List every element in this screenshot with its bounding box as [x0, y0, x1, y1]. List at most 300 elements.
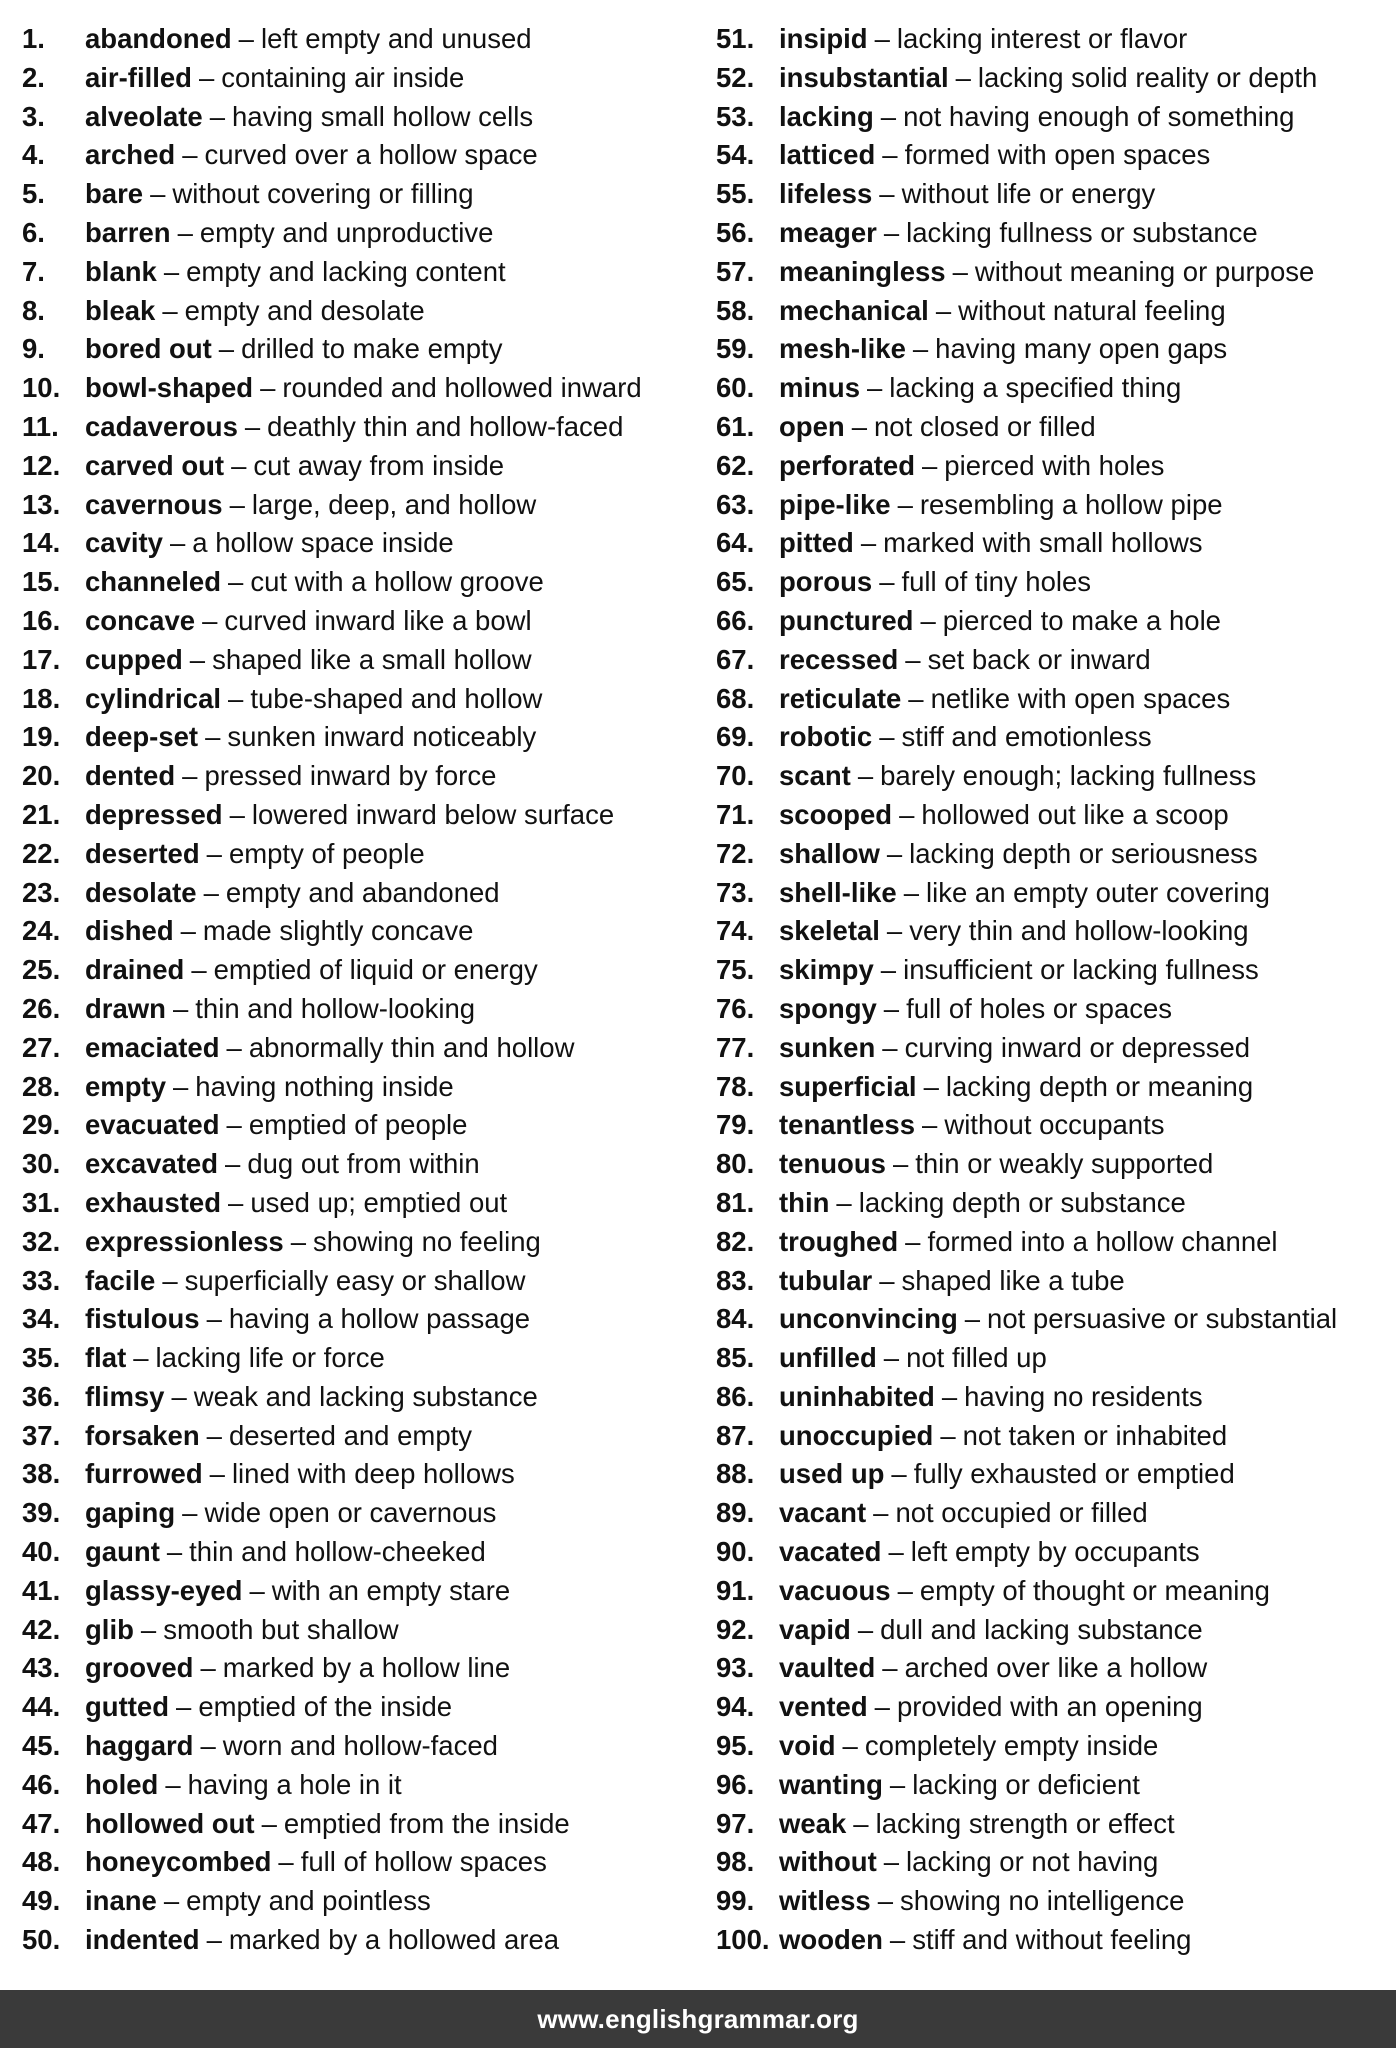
list-item [716, 214, 1396, 253]
item-definition: marked by a hollowed area [228, 1924, 560, 1956]
item-separator: – [200, 1730, 216, 1762]
item-word: used up [779, 1458, 885, 1490]
item-number: 62. [716, 449, 755, 481]
list-item [22, 1494, 712, 1533]
list-item [22, 175, 712, 214]
item-word: emaciated [85, 1031, 220, 1063]
list-item [716, 1223, 1396, 1262]
item-separator: – [229, 488, 245, 520]
item-number: 86. [716, 1380, 755, 1412]
item-separator: – [176, 1691, 192, 1723]
item-definition: lacking depth or substance [858, 1186, 1186, 1218]
item-definition: dug out from within [247, 1148, 480, 1180]
item-word: insubstantial [779, 61, 949, 93]
item-definition: a hollow space inside [192, 527, 454, 559]
item-number: 75. [716, 954, 755, 986]
item-separator: – [177, 216, 193, 248]
item-definition: not having enough of something [903, 100, 1295, 132]
item-separator: – [922, 1109, 938, 1141]
item-separator: – [290, 1225, 307, 1257]
item-number: 6. [22, 216, 45, 248]
item-number: 74. [716, 915, 755, 947]
item-number: 92. [716, 1613, 755, 1645]
item-number: 8. [22, 294, 45, 326]
item-definition: emptied of the inside [198, 1691, 453, 1723]
list-item [22, 1572, 712, 1611]
item-definition: stiff and emotionless [901, 721, 1152, 753]
item-definition: worn and hollow-faced [222, 1730, 498, 1762]
item-definition: showing no intelligence [900, 1885, 1185, 1917]
item-number: 21. [22, 798, 61, 830]
item-number: 49. [22, 1885, 61, 1917]
item-separator: – [882, 1031, 898, 1063]
list-item [22, 214, 712, 253]
list-item [716, 1611, 1396, 1650]
item-definition: rounded and hollowed inward [282, 372, 642, 404]
item-separator: – [206, 1419, 222, 1451]
item-definition: without natural feeling [958, 294, 1226, 326]
list-item [22, 1068, 712, 1107]
item-separator: – [877, 1885, 894, 1917]
item-word: blank [85, 255, 157, 287]
item-separator: – [874, 1691, 890, 1723]
item-separator: – [866, 372, 883, 404]
list-item [716, 408, 1396, 447]
list-item [716, 253, 1396, 292]
item-word: expressionless [85, 1225, 284, 1257]
item-definition: barely enough; lacking fullness [880, 760, 1257, 792]
list-item [716, 835, 1396, 874]
item-word: pipe-like [779, 488, 891, 520]
item-number: 96. [716, 1768, 755, 1800]
item-separator: – [228, 566, 244, 598]
item-definition: having a hole in it [187, 1768, 402, 1800]
list-item [22, 1300, 712, 1339]
item-definition: curved inward like a bowl [224, 604, 532, 636]
item-separator: – [882, 139, 898, 171]
list-item [22, 292, 712, 331]
list-item [716, 1494, 1396, 1533]
item-word: scant [779, 760, 851, 792]
item-definition: curved over a hollow space [204, 139, 538, 171]
list-item [716, 1843, 1396, 1882]
item-separator: – [857, 1613, 874, 1645]
item-definition: lacking strength or effect [875, 1807, 1175, 1839]
item-word: porous [779, 566, 873, 598]
list-item [22, 1649, 712, 1688]
item-number: 78. [716, 1070, 755, 1102]
item-definition: thin and hollow-looking [195, 992, 476, 1024]
item-number: 43. [22, 1652, 61, 1684]
item-number: 64. [716, 527, 755, 559]
item-number: 48. [22, 1846, 61, 1878]
item-word: superficial [779, 1070, 917, 1102]
item-separator: – [165, 1768, 181, 1800]
item-word: gaunt [85, 1536, 160, 1568]
item-word: vapid [779, 1613, 851, 1645]
item-separator: – [905, 643, 921, 675]
item-separator: – [226, 1109, 242, 1141]
footer-url: www.englishgrammar.org [537, 2003, 859, 2034]
item-number: 27. [22, 1031, 61, 1063]
item-number: 2. [22, 61, 45, 93]
item-definition: formed with open spaces [904, 139, 1211, 171]
item-number: 57. [716, 255, 755, 287]
item-word: bare [85, 178, 144, 210]
item-word: mechanical [779, 294, 929, 326]
item-separator: – [964, 1303, 981, 1335]
item-word: pitted [779, 527, 854, 559]
list-item [716, 641, 1396, 680]
item-word: evacuated [85, 1109, 220, 1141]
item-definition: superficially easy or shallow [184, 1264, 526, 1296]
item-word: meager [779, 216, 877, 248]
item-separator: – [206, 837, 222, 869]
item-separator: – [897, 1574, 913, 1606]
item-definition: empty and lacking content [186, 255, 506, 287]
item-number: 14. [22, 527, 61, 559]
list-item [22, 1688, 712, 1727]
item-number: 36. [22, 1380, 61, 1412]
item-separator: – [908, 682, 924, 714]
list-item [22, 1145, 712, 1184]
list-item [716, 136, 1396, 175]
item-separator: – [879, 1264, 895, 1296]
list-item [716, 330, 1396, 369]
list-item [716, 796, 1396, 835]
item-word: perforated [779, 449, 915, 481]
list-item [716, 1882, 1396, 1921]
item-number: 4. [22, 139, 45, 171]
item-number: 40. [22, 1536, 61, 1568]
list-item [716, 563, 1396, 602]
item-word: gaping [85, 1497, 176, 1529]
item-separator: – [886, 837, 903, 869]
item-word: abandoned [85, 23, 232, 54]
list-item [22, 1843, 712, 1882]
item-separator: – [191, 954, 207, 986]
list-item [22, 1378, 712, 1417]
item-word: gutted [85, 1691, 170, 1723]
list-item [716, 1262, 1396, 1301]
item-word: carved out [85, 449, 225, 481]
item-separator: – [879, 566, 895, 598]
item-word: spongy [779, 992, 877, 1024]
item-word: bored out [85, 333, 212, 365]
item-definition: showing no feeling [313, 1225, 541, 1257]
list-item [716, 1688, 1396, 1727]
item-definition: containing air inside [221, 61, 465, 93]
item-definition: lacking fullness or substance [906, 216, 1258, 248]
list-item [716, 951, 1396, 990]
list-item [716, 1378, 1396, 1417]
item-separator: – [163, 1885, 180, 1917]
item-number: 29. [22, 1109, 61, 1141]
item-definition: not filled up [906, 1342, 1047, 1374]
list-item [22, 990, 712, 1029]
list-item [22, 796, 712, 835]
item-word: haggard [85, 1730, 194, 1762]
item-word: depressed [85, 798, 223, 830]
item-number: 32. [22, 1225, 61, 1257]
list-item [716, 718, 1396, 757]
list-item [716, 1455, 1396, 1494]
item-word: tenuous [779, 1148, 886, 1180]
item-separator: – [244, 410, 261, 442]
item-number: 88. [716, 1458, 755, 1490]
item-separator: – [225, 1148, 241, 1180]
item-separator: – [880, 100, 897, 132]
item-number: 18. [22, 682, 61, 714]
item-definition: full of holes or spaces [906, 992, 1173, 1024]
item-number: 20. [22, 760, 61, 792]
item-number: 7. [22, 255, 45, 287]
item-number: 44. [22, 1691, 61, 1723]
item-definition: having nothing inside [195, 1070, 454, 1102]
item-word: mesh-like [779, 333, 906, 365]
item-separator: – [889, 1768, 906, 1800]
list-item [716, 1145, 1396, 1184]
item-number: 68. [716, 682, 755, 714]
item-number: 10. [22, 372, 61, 404]
item-separator: – [941, 1380, 958, 1412]
item-separator: – [261, 1807, 277, 1839]
list-item [22, 1727, 712, 1766]
list-item [22, 1029, 712, 1068]
item-definition: having no residents [964, 1380, 1203, 1412]
item-definition: cut with a hollow groove [250, 566, 544, 598]
item-definition: shaped like a small hollow [212, 643, 532, 675]
item-definition: deathly thin and hollow-faced [267, 410, 624, 442]
item-definition: lacking or deficient [912, 1768, 1140, 1800]
item-word: lifeless [779, 178, 873, 210]
item-word: wanting [779, 1768, 883, 1800]
list-item [716, 524, 1396, 563]
item-word: desolate [85, 876, 197, 908]
item-definition: like an empty outer covering [926, 876, 1270, 908]
item-definition: made slightly concave [202, 915, 474, 947]
item-number: 16. [22, 604, 61, 636]
item-word: inane [85, 1885, 157, 1917]
item-word: glib [85, 1613, 134, 1645]
item-word: vacated [779, 1536, 882, 1568]
item-word: furrowed [85, 1458, 203, 1490]
item-separator: – [163, 255, 180, 287]
item-number: 50. [22, 1924, 61, 1956]
item-separator: – [198, 61, 215, 93]
list-item [22, 1262, 712, 1301]
item-number: 54. [716, 139, 755, 171]
item-number: 9. [22, 333, 45, 365]
item-number: 67. [716, 643, 755, 675]
item-definition: having many open gaps [935, 333, 1228, 365]
item-definition: without occupants [944, 1109, 1165, 1141]
left-column-list [22, 20, 712, 1960]
item-definition: tube-shaped and hollow [250, 682, 543, 714]
item-definition: having a hollow passage [228, 1303, 531, 1335]
item-word: scooped [779, 798, 893, 830]
item-number: 42. [22, 1613, 61, 1645]
item-separator: – [162, 294, 178, 326]
item-separator: – [886, 915, 903, 947]
item-definition: empty of thought or meaning [919, 1574, 1270, 1606]
item-definition: emptied of people [248, 1109, 468, 1141]
item-definition: thin or weakly supported [915, 1148, 1214, 1180]
item-definition: empty and pointless [186, 1885, 431, 1917]
item-definition: cut away from inside [253, 449, 505, 481]
item-number: 25. [22, 954, 61, 986]
item-number: 79. [716, 1109, 755, 1141]
item-definition: full of tiny holes [901, 566, 1092, 598]
item-separator: – [888, 1536, 904, 1568]
item-number: 65. [716, 566, 755, 598]
item-definition: sunken inward noticeably [227, 721, 537, 753]
item-separator: – [903, 876, 919, 908]
item-word: vacant [779, 1497, 867, 1529]
item-word: shell-like [779, 876, 897, 908]
item-definition: stiff and without feeling [912, 1924, 1192, 1956]
item-separator: – [140, 1613, 157, 1645]
item-separator: – [231, 449, 247, 481]
item-word: deserted [85, 837, 200, 869]
item-number: 12. [22, 449, 61, 481]
item-word: barren [85, 216, 171, 248]
item-word: alveolate [85, 100, 203, 132]
item-definition: thin and hollow-cheeked [189, 1536, 486, 1568]
list-item [716, 757, 1396, 796]
item-word: empty [85, 1070, 166, 1102]
item-definition: left empty by occupants [910, 1536, 1200, 1568]
item-number: 90. [716, 1536, 755, 1568]
right-column-list [716, 20, 1396, 1960]
item-number: 70. [716, 760, 755, 792]
item-word: indented [85, 1924, 200, 1956]
item-separator: – [260, 372, 276, 404]
item-word: holed [85, 1768, 159, 1800]
item-definition: lacking a specified thing [889, 372, 1182, 404]
item-word: cavity [85, 527, 163, 559]
list-item [22, 59, 712, 98]
item-number: 73. [716, 876, 755, 908]
item-word: hollowed out [85, 1807, 255, 1839]
item-word: reticulate [779, 682, 902, 714]
item-definition: abnormally thin and hollow [248, 1031, 575, 1063]
item-definition: not occupied or filled [895, 1497, 1148, 1529]
list-item [22, 1533, 712, 1572]
item-word: channeled [85, 566, 222, 598]
item-number: 58. [716, 294, 755, 326]
item-number: 81. [716, 1186, 755, 1218]
item-number: 60. [716, 372, 755, 404]
list-item [22, 874, 712, 913]
item-separator: – [171, 1380, 187, 1412]
item-definition: pierced with holes [944, 449, 1165, 481]
item-separator: – [879, 178, 895, 210]
item-separator: – [172, 992, 189, 1024]
item-definition: lacking depth or seriousness [909, 837, 1258, 869]
item-number: 72. [716, 837, 755, 869]
item-definition: formed into a hollow channel [927, 1225, 1278, 1257]
item-number: 66. [716, 604, 755, 636]
item-separator: – [897, 488, 913, 520]
item-separator: – [218, 333, 235, 365]
list-item [22, 951, 712, 990]
item-number: 33. [22, 1264, 61, 1296]
item-separator: – [150, 178, 166, 210]
item-word: latticed [779, 139, 876, 171]
list-item [716, 1339, 1396, 1378]
item-separator: – [228, 682, 244, 714]
item-separator: – [892, 1148, 909, 1180]
item-separator: – [952, 255, 968, 287]
list-item [22, 718, 712, 757]
item-separator: – [169, 527, 186, 559]
list-item [22, 835, 712, 874]
item-separator: – [162, 1264, 178, 1296]
list-item [22, 1882, 712, 1921]
item-separator: – [226, 1031, 242, 1063]
item-word: forsaken [85, 1419, 200, 1451]
list-item [22, 1417, 712, 1456]
item-separator: – [842, 1730, 858, 1762]
item-separator: – [206, 1303, 222, 1335]
list-item [22, 330, 712, 369]
item-definition: with an empty stare [271, 1574, 511, 1606]
item-word: flat [85, 1342, 127, 1374]
list-item [22, 1766, 712, 1805]
item-word: minus [779, 372, 860, 404]
item-number: 100. [716, 1924, 770, 1956]
item-separator: – [899, 798, 915, 830]
item-separator: – [180, 915, 196, 947]
item-word: uninhabited [779, 1380, 935, 1412]
item-number: 84. [716, 1303, 755, 1335]
list-item [22, 680, 712, 719]
item-word: robotic [779, 721, 873, 753]
item-number: 37. [22, 1419, 61, 1451]
list-item [22, 912, 712, 951]
item-number: 97. [716, 1807, 755, 1839]
list-item [22, 369, 712, 408]
item-word: arched [85, 139, 176, 171]
item-word: insipid [779, 23, 868, 54]
item-definition: shaped like a tube [901, 1264, 1125, 1296]
item-number: 85. [716, 1342, 755, 1374]
item-definition: left empty and unused [260, 23, 532, 54]
item-definition: empty and abandoned [225, 876, 500, 908]
item-number: 99. [716, 1885, 755, 1917]
item-definition: wide open or cavernous [204, 1497, 497, 1529]
item-definition: lowered inward below surface [251, 798, 615, 830]
item-separator: – [249, 1574, 265, 1606]
item-number: 26. [22, 992, 61, 1024]
item-separator: – [920, 604, 936, 636]
item-number: 77. [716, 1031, 755, 1063]
item-definition: large, deep, and hollow [251, 488, 537, 520]
item-separator: – [189, 643, 206, 675]
item-definition: weak and lacking substance [193, 1380, 538, 1412]
item-word: weak [779, 1807, 847, 1839]
list-item [22, 98, 712, 137]
item-number: 3. [22, 100, 45, 132]
item-definition: without life or energy [901, 178, 1156, 210]
item-word: void [779, 1730, 836, 1762]
item-separator: – [200, 1652, 216, 1684]
list-item [716, 912, 1396, 951]
item-definition: lacking depth or meaning [945, 1070, 1254, 1102]
item-word: drained [85, 954, 185, 986]
item-definition: insufficient or lacking fullness [903, 954, 1259, 986]
